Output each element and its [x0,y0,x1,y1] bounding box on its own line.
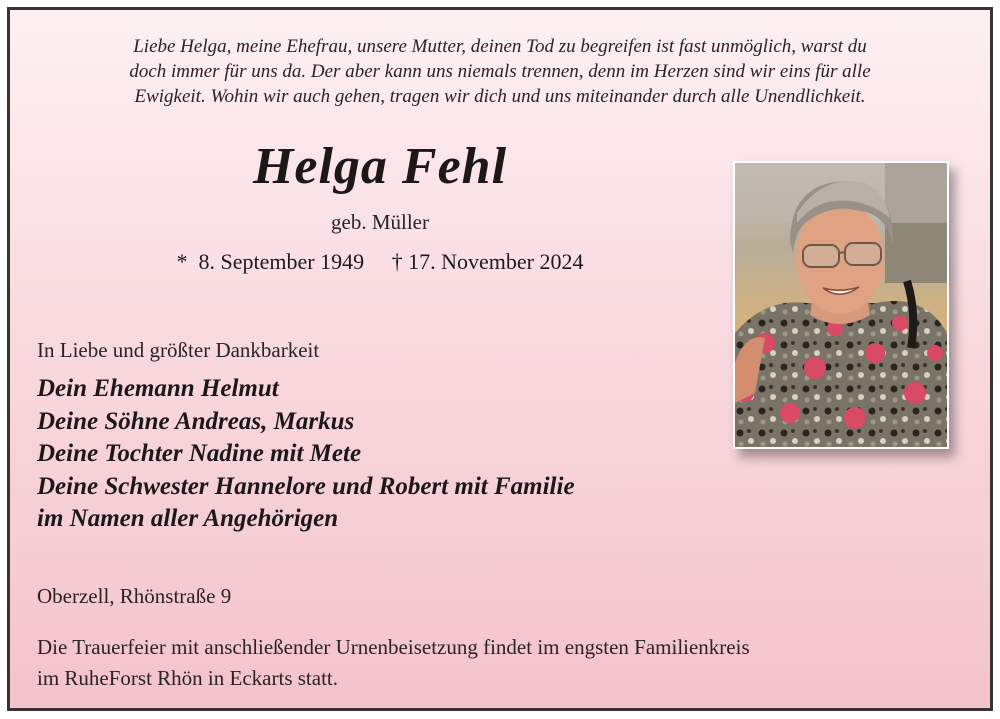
mourners-intro: In Liebe und größter Dankbarkeit [37,338,320,362]
poem-line: Liebe Helga, meine Ehefrau, unsere Mutter, deinen Tod zu begreifen ist fast unmöglich, warst du [133,36,867,57]
ceremony-line: Die Trauerfeier mit anschließender Urnenbeisetzung findet im engsten Familienkreis [37,635,750,659]
portrait-illustration [735,163,947,447]
ceremony-note [37,632,750,694]
mourner-line: Deine Tochter Nadine mit Mete [37,440,362,467]
deceased-name: Helga Fehl [252,138,508,195]
mourner-line: Deine Schwester Hannelore und Robert mit Familie [37,472,575,500]
memorial-poem [30,34,970,109]
mourner-line: im Namen aller Angehörigen [37,505,339,532]
poem-line: doch immer für uns da. Der aber kann uns niemals trennen, denn im Herzen sind wir eins für alle [129,61,871,82]
obituary-card [7,7,993,711]
mourners-list [37,373,575,536]
ceremony-line: im RuheForst Rhön in Eckarts statt. [37,666,338,690]
mourner-line: Dein Ehemann Helmut [37,375,279,402]
family-address: Oberzell, Rhönstraße 9 [37,584,232,608]
portrait-photo [733,161,949,449]
poem-line: Ewigkeit. Wohin wir auch gehen, tragen wir dich und uns miteinander durch alle Unendlichkeit. [134,86,866,107]
mourner-line: Deine Söhne Andreas, Markus [37,407,355,435]
life-dates: * 8. September 1949 † 17. November 2024 [176,249,584,274]
birth-name: geb. Müller [331,210,429,234]
